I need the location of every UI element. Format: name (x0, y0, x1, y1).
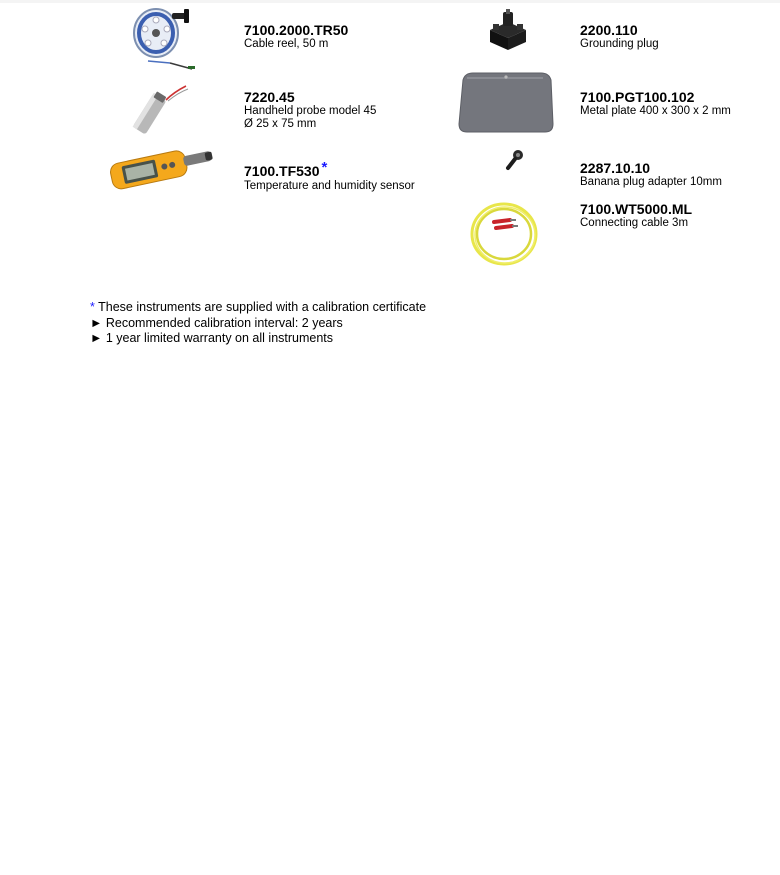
product-code: 7100.2000.TR50 (244, 22, 349, 38)
product-item-banana-plug-adapter (580, 160, 722, 189)
product-item-connecting-cable (580, 201, 692, 230)
product-code: 2287.10.10 (580, 160, 651, 176)
product-description: Connecting cable 3m (580, 217, 689, 229)
product-code: 2200.110 (580, 22, 638, 38)
note-warranty (90, 331, 426, 347)
temperature-humidity-sensor-image (108, 140, 216, 190)
product-item-metal-plate (580, 89, 731, 118)
product-description: Grounding plug (580, 38, 659, 50)
grounding-plug-image (484, 8, 532, 52)
product-item-handheld-probe (244, 89, 376, 131)
note-calibration-certificate (90, 300, 426, 316)
calibration-star-marker: * (90, 300, 95, 314)
product-description: Banana plug adapter 10mm (580, 176, 722, 188)
metal-plate-image (457, 70, 555, 135)
calibration-star-marker: * (321, 159, 328, 176)
arrow-bullet-icon: ► (90, 331, 103, 345)
note-text: 1 year limited warranty on all instruments (102, 331, 334, 345)
product-dimensions: Ø 25 x 75 mm (244, 118, 317, 130)
product-description: Handheld probe model 45 (244, 105, 377, 117)
footnotes (90, 300, 426, 347)
product-code-line (244, 159, 415, 180)
connecting-cable-image (466, 198, 544, 270)
note-text: Recommended calibration interval: 2 years (102, 315, 343, 330)
note-text: These instruments are supplied with a calibration certificate (94, 300, 427, 314)
cable-reel-image (128, 5, 198, 71)
product-description: Metal plate 400 x 300 x 2 mm (580, 105, 731, 117)
product-code: 7100.TF530 (244, 163, 320, 179)
product-description: Cable reel, 50 m (244, 38, 329, 50)
product-item-temperature-humidity-sensor (244, 159, 415, 193)
banana-plug-adapter-image (503, 148, 527, 172)
top-strip (0, 0, 780, 3)
product-description: Temperature and humidity sensor (244, 180, 415, 192)
product-code: 7220.45 (244, 89, 295, 105)
arrow-bullet-icon: ► (90, 315, 103, 330)
product-item-cable-reel (244, 22, 348, 51)
handheld-probe-image (128, 84, 190, 134)
product-code: 7100.PGT100.102 (580, 89, 695, 105)
product-item-grounding-plug (580, 22, 659, 51)
note-calibration-interval (90, 316, 426, 332)
product-code: 7100.WT5000.ML (580, 201, 693, 217)
